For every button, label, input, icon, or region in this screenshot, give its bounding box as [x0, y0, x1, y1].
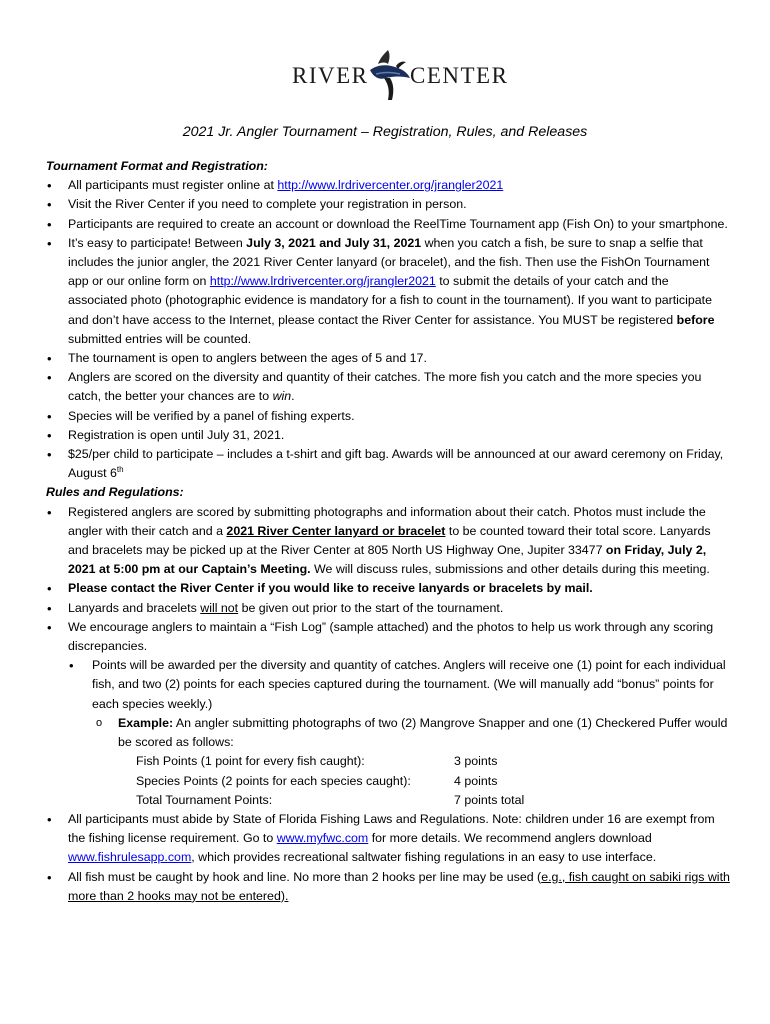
- points-label: Fish Points (1 point for every fish caught):: [136, 754, 365, 769]
- fishrules-link[interactable]: www.fishrulesapp.com: [68, 850, 192, 865]
- format-list: [46, 176, 730, 483]
- scoring-sublist: [68, 656, 730, 810]
- list-item: • $25/per child to participate – includes a t-shirt and gift bag. Awards will be announced at our award ceremony on Friday, August 6th: [46, 445, 730, 483]
- list-item: o Example: An angler submitting photographs of two (2) Mangrove Snapper and one (1) Checkered Puffer would be scored as follows:: [92, 714, 730, 752]
- list-item: • Registration is open until July 31, 2021.: [46, 426, 730, 445]
- heron-icon: [366, 48, 412, 102]
- points-label: Species Points (2 points for each species caught):: [136, 773, 411, 788]
- points-value: 3 points: [454, 754, 498, 769]
- list-item: • Registered anglers are scored by submitting photographs and information about their catch. Photos must include the angler with their catch and a 2021 River Center lanyard or bracelet to be counted toward their total score. Lanyards and bracelets may be picked up at the River Center at 805 North US Highway One, Jupiter 33477 on Friday, July 2, 2021 at 5:00 pm at our Captain’s Meeting. We will discuss rules, submissions and other details during this meeting.: [46, 503, 730, 580]
- list-item: • Lanyards and bracelets will not be given out prior to the start of the tournament.: [46, 599, 730, 618]
- list-item: • The tournament is open to anglers between the ages of 5 and 17.: [46, 349, 730, 368]
- logo-text-right: CENTER: [410, 63, 509, 88]
- list-item: • All participants must register online at http://www.lrdrivercenter.org/jrangler2021: [46, 176, 730, 195]
- list-item: • Please contact the River Center if you would like to receive lanyards or bracelets by mail.: [46, 579, 730, 598]
- format-heading: Tournament Format and Registration:: [46, 159, 268, 173]
- river-center-logo: [292, 46, 509, 106]
- list-item: • Participants are required to create an account or download the ReelTime Tournament app (Fish On) to your smartphone.: [46, 215, 730, 234]
- points-value: 7 points total: [454, 792, 525, 807]
- document-body: [46, 157, 730, 906]
- rules-heading: Rules and Regulations:: [46, 485, 184, 500]
- list-item: • All fish must be caught by hook and line. No more than 2 hooks per line may be used (e.g., fish caught on sabiki rigs with more than 2 hooks may not be entered).: [46, 868, 730, 906]
- submission-link[interactable]: http://www.lrdrivercenter.org/jrangler2021: [209, 274, 436, 289]
- list-item: • All participants must abide by State of Florida Fishing Laws and Regulations. Note: children under 16 are exempt from the fishing license requirement. Go to www.myfwc.com for more details. We recommend anglers download www.fishrulesapp.com, which provides recreational saltwater fishing regulations in an easy to use interface.: [46, 810, 730, 868]
- list-item: • Species will be verified by a panel of fishing experts.: [46, 407, 730, 426]
- list-item: • We encourage anglers to maintain a “Fish Log” (sample attached) and the photos to help us work through any scoring discrepancies. • Points will be awarded per the diversity and quantity of catches. Anglers will receive one (1) point for each individual fish, and two (2) points for each species captured during the tournament. (We will manually add “bonus” points for each species weekly.) o Example: An angler submitting photographs of two (2) Mangrove Snapper and one (1) Checkered Puffer would be scored as follows: Fish Points (1 point for every fish caught): 3 points Species Points (2 points for each species caught): 4 points Total Tournament Points: 7 points total: [46, 618, 730, 810]
- points-label: Total Tournament Points:: [136, 792, 273, 807]
- example-sublist: [92, 714, 730, 752]
- logo-text-left: RIVER: [292, 63, 369, 88]
- list-item: • Points will be awarded per the diversity and quantity of catches. Anglers will receive one (1) point for each individual fish, and two (2) points for each species captured during the tournament. (We will manually add “bonus” points for each species weekly.) o Example: An angler submitting photographs of two (2) Mangrove Snapper and one (1) Checkered Puffer would be scored as follows: Fish Points (1 point for every fish caught): 3 points Species Points (2 points for each species caught): 4 points Total Tournament Points: 7 points total: [68, 656, 730, 810]
- registration-link[interactable]: http://www.lrdrivercenter.org/jrangler2021: [277, 178, 504, 193]
- myfwc-link[interactable]: www.myfwc.com: [276, 831, 369, 846]
- document-title: 2021 Jr. Angler Tournament – Registration, Rules, and Releases: [182, 124, 588, 140]
- rules-list: [46, 503, 730, 906]
- points-table: [136, 752, 730, 810]
- list-item: • Anglers are scored on the diversity and quantity of their catches. The more fish you catch and the more species you catch, the better your chances are to win.: [46, 368, 730, 406]
- list-item: • Visit the River Center if you need to complete your registration in person.: [46, 195, 730, 214]
- points-value: 4 points: [454, 773, 498, 788]
- list-item: • It’s easy to participate! Between July 3, 2021 and July 31, 2021 when you catch a fish, be sure to snap a selfie that includes the junior angler, the 2021 River Center lanyard (or bracelet), and the fish. Then use the FishOn Tournament app or our online form on http://www.lrdrivercenter.org/jrangler2021 to submit the details of your catch and the associated photo (photographic evidence is mandatory for a fish to count in the tournament). If you want to participate and don’t have access to the Internet, please contact the River Center for assistance. You MUST be registered before submitted entries will be counted.: [46, 234, 730, 349]
